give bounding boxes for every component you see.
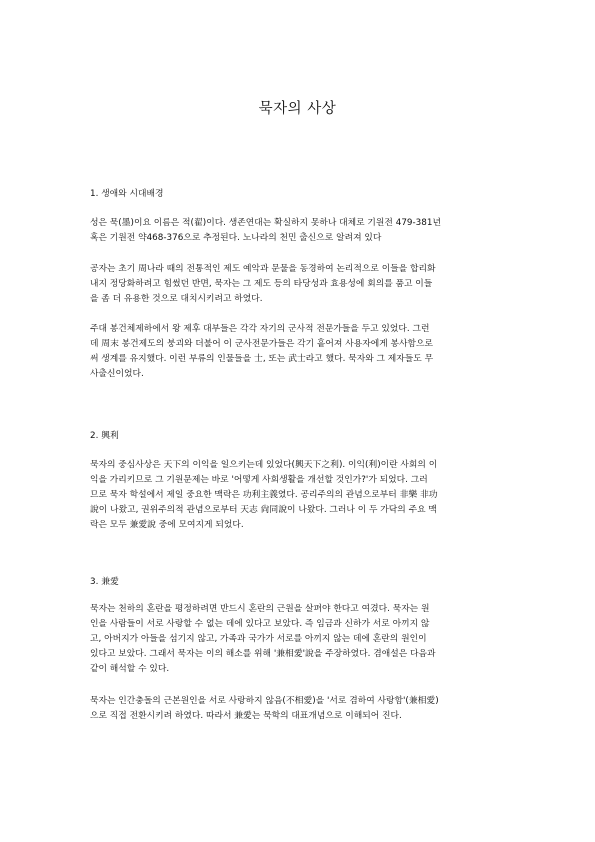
paragraph-line: 묵자의 중심사상은 天下의 이익을 일으키는데 있었다(興天下之利). 이익(利)이란 사회의 이 [90, 460, 438, 470]
section-heading-2: 2. 興利 [90, 431, 119, 441]
paragraph [90, 262, 508, 307]
paragraph [90, 602, 508, 677]
paragraph-line: 주대 봉건체제하에서 왕 제후 대부들은 각각 자기의 군사적 전문가들을 두고 있었다. 그런 [90, 324, 430, 334]
section-heading-1: 1. 생애와 시대배경 [90, 189, 164, 199]
paragraph [90, 694, 508, 724]
paragraph [90, 458, 508, 533]
paragraph-line: 익을 가리키므로 그 기원문제는 바로 '어떻게 사회생활을 개선할 것인가?'가 되었다. 그러 [90, 475, 428, 485]
paragraph-line: 說이 나왔고, 권위주의적 관념으로부터 天志 尙同說이 나왔다. 그러나 이 두 가닥의 주요 맥 [90, 505, 437, 515]
paragraph-line: 데 周末 봉건제도의 붕괴와 더불어 이 군사전문가들은 각기 흩어져 사용자에게 봉사함으로 [90, 339, 433, 349]
paragraph-line: 고, 아버지가 아들을 섬기지 않고, 가족과 국가가 서로를 아끼지 않는 데에 혼란의 원인이 [90, 634, 427, 644]
paragraph-line: 을 좀 더 유용한 것으로 대치시키려고 하였다. [90, 294, 263, 304]
paragraph [90, 216, 508, 246]
paragraph-line: 혹은 기원전 약468-376으로 추정된다. 노나라의 천민 출신으로 알려져 있다 [90, 233, 382, 243]
paragraph-line: 성은 묵(墨)이요 이름은 적(翟)이다. 생존연대는 확실하지 못하나 대체로 기원전 479-381년 [90, 218, 441, 228]
paragraph-line: 묵자는 인간충돌의 근본원인을 서로 사랑하지 않음(不相愛)을 '서로 겸하여 사랑함'(兼相愛) [90, 696, 439, 706]
paragraph-line: 므로 묵자 학설에서 제일 중요한 맥락은 功利主義였다. 공리주의의 관념으로부터 非樂 非功 [90, 490, 438, 500]
paragraph-line: 묵자는 천하의 혼란을 평정하려면 반드시 혼란의 근원을 살펴야 한다고 여겼다. 묵자는 원 [90, 604, 430, 614]
paragraph-line: 써 생계를 유지했다. 이런 부류의 인물들을 士, 또는 武士라고 했다. 묵자와 그 제자들도 무 [90, 354, 434, 364]
paragraph-line: 내지 정당화하려고 힘썼던 반면, 묵자는 그 제도 등의 타당성과 효용성에 회의를 품고 이들 [90, 279, 433, 289]
document-title: 묵자의 사상 [258, 101, 337, 117]
paragraph [90, 322, 508, 382]
paragraph-line: 인을 사람들이 서로 사랑할 수 없는 데에 있다고 보았다. 즉 임금과 신하가 서로 아끼지 않 [90, 619, 430, 629]
paragraph-line: 사출신이었다. [90, 369, 144, 379]
section-heading-3: 3. 兼愛 [90, 577, 119, 587]
paragraph-line: 으로 직접 전환시키려 하였다. 따라서 兼愛는 묵학의 대표개념으로 이해되어 진다. [90, 711, 402, 721]
paragraph-line: 같이 해석할 수 있다. [90, 664, 170, 674]
paragraph-line: 있다고 보았다. 그래서 묵자는 이의 해소를 위해 '兼相愛'說을 주장하였다. 겸애설은 다음과 [90, 649, 436, 659]
paragraph-line: 공자는 초기 周나라 때의 전통적인 제도 예악과 문물을 동경하여 논리적으로 이들을 합리화 [90, 264, 436, 274]
paragraph-line: 락은 모두 兼愛說 중에 모여지게 되었다. [90, 520, 244, 530]
